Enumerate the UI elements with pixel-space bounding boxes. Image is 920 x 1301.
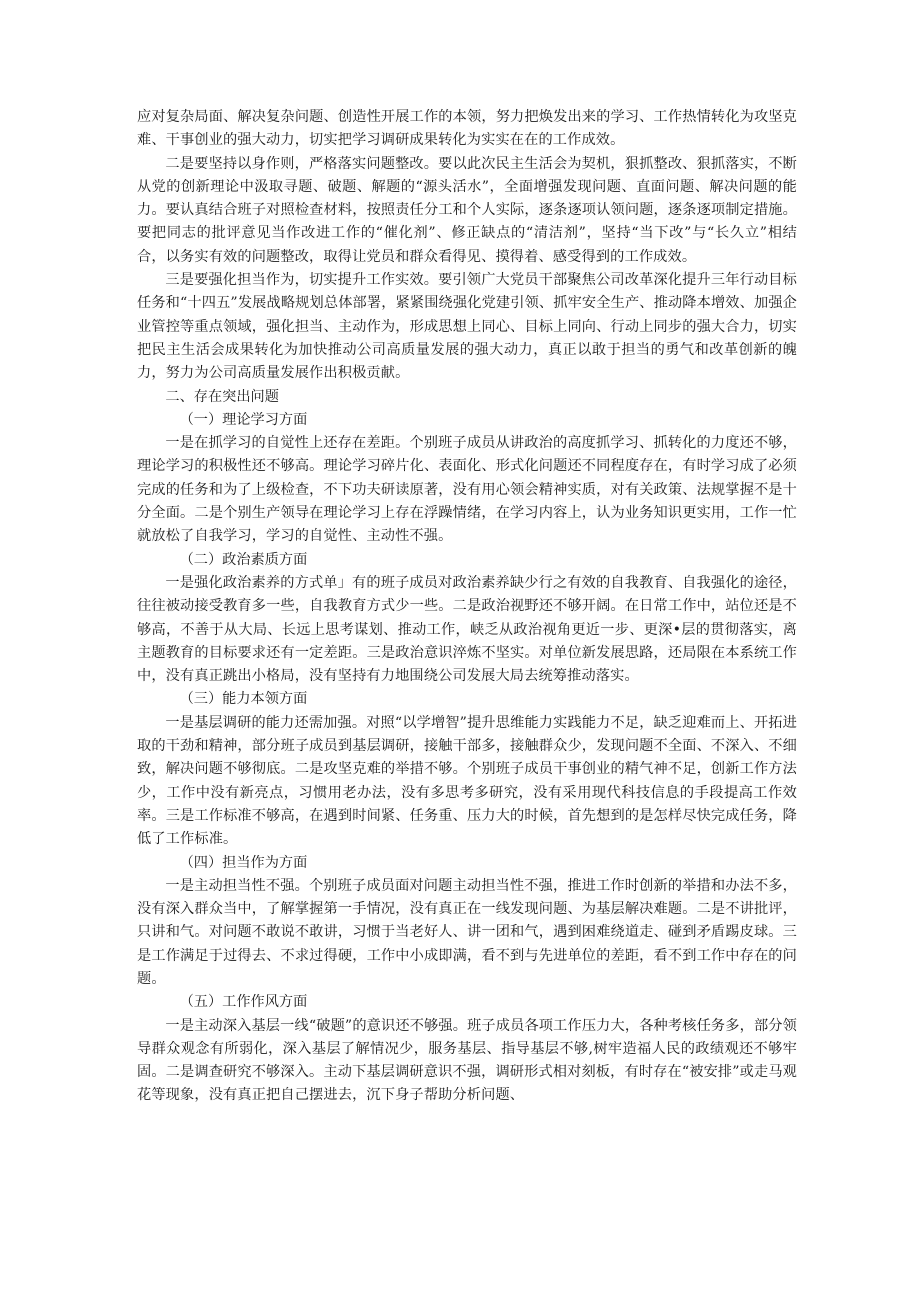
section-heading-problems: 二、存在突出问题	[165, 388, 279, 405]
paragraph-rectification: 二是要坚持以身作则，严格落实问题整改。要以此次民主生活会为契机，狠抓整改、狠抓落实，不断从党的创新理论中汲取寻题、破题、解题的“源头活水”，全面增强发现问题、直面问题、解决问题的能力。要认真结合班子对照检查材料，按照责任分工和个人实际，逐条逐项认领问题，逐条逐项制定措施。要把同志的批评意见当作改进工作的“催化剂”、修正缺点的“清洁剂”，坚持“当下改”与“长久立”相结合，以务实有效的问题整改，取得让党员和群众看得见、摸得着、感受得到的工作成效。	[137, 155, 797, 265]
document-page	[137, 106, 797, 1108]
paragraph-responsibility: 三是要强化担当作为，切实提升工作实效。要引领广大党员干部聚焦公司改革深化提升三年行动目标任务和“十四五”发展战略规划总体部署，紧紧围绕强化党建引领、抓牢安全生产、推动降本增效、加强企业管控等重点领域，强化担当、主动作为，形成思想上同心、目标上同向、行动上同步的强大合力，切实把民主生活会成果转化为加快推动公司高质量发展的强大动力，真正以敢于担当的勇气和改革创新的魄力，努力为公司高质量发展作出积极贡献。	[137, 272, 797, 382]
paragraph-ability: 一是基层调研的能力还需加强。对照“以学增智”提升思维能力实践能力不足，缺乏迎难而上、开拓进取的干劲和精神，部分班子成员到基层调研，接触干部多，接触群众少，发现问题不全面、不深入、不细致，解决问题不够彻底。二是攻坚克难的举措不够。个别班子成员干事创业的精气神不足，创新工作方法少，工作中没有新亮点，习惯用老办法，没有多思考多研究，没有采用现代科技信息的手段提高工作效率。三是工作标准不够高，在遇到时间紧、任务重、压力大的时候，首先想到的是怎样尽快完成任务，降低了工作标准。	[137, 714, 797, 848]
paragraph-work-style: 一是主动深入基层一线“破题”的意识还不够强。班子成员各项工作压力大，各种考核任务多，部分领导群众观念有所弱化，深入基层了解情况少，服务基层、指导基层不够,树牢造福人民的政绩观还不够牢固。二是调查研究不够深入。主动下基层调研意识不强，调研形式相对刻板，有时存在“被安排”或走马观花等现象，没有真正把自己摆进去，沉下身子帮助分析问题、	[137, 1017, 797, 1104]
paragraph-political: 一是强化政治素养的方式单」有的班子成员对政治素养缺少行之有效的自我教育、自我强化的途径，往往被动接受教育多一些，自我教育方式少一些。二是政治视野还不够开阔。在日常工作中，站位还是不够高，不善于从大局、长远上思考谋划、推动工作，峡乏从政治视角更近一步、更深•层的贯彻落实，离主题教育的目标要求还有一定差距。三是政治意识淬炼不坚实。对单位新发展思路，还局限在本系统工作中，没有真正跳出小格局，没有坚持有力地围绕公司发展大局去统筹推动落实。	[137, 574, 797, 685]
paragraph-theory: 一是在抓学习的自觉性上还存在差距。个别班子成员从讲政治的高度抓学习、抓转化的力度还不够，理论学习的积极性还不够高。理论学习碎片化、表面化、形式化问题还不同程度存在，有时学习成了必须完成的任务和为了上级检查，不下功夫研读原著，没有用心领会精神实质，对有关政策、法规掌握不是十分全面。二是个别生产领导在理论学习上存在浮躁情绪，在学习内容上，认为业务知识更实用，工作一忙就放松了自我学习，学习的自觉性、主动性不强。	[137, 435, 797, 545]
subsection-heading-political: （二）政治素质方面	[179, 551, 308, 568]
subsection-heading-work-style: （五）工作作风方面	[179, 994, 308, 1011]
paragraph-continuation: 应对复杂局面、解决复杂问题、创造性开展工作的本领，努力把焕发出来的学习、工作热情转化为攻坚克难、干事创业的强大动力，切实把学习调研成果转化为实实在在的工作成效。	[137, 109, 797, 149]
subsection-heading-responsibility: （四）担当作为方面	[179, 854, 308, 871]
subsection-heading-ability: （三）能力本领方面	[179, 691, 308, 708]
paragraph-responsibility-issues: 一是主动担当性不强。个别班子成员面对问题主动担当性不强，推进工作时创新的举措和办法不多，没有深入群众当中，了解掌握第一手情况，没有真正在一线发现问题、为基层解决难题。二是不讲批评，只讲和气。对问题不敢说不敢讲，习惯于当老好人、讲一团和气，遇到困难绕道走、碰到矛盾踢皮球。三是工作满足于过得去、不求过得硬，工作中小成即满，看不到与先进单位的差距，看不到工作中存在的问题。	[137, 877, 797, 987]
subsection-heading-theory: （一）理论学习方面	[179, 411, 308, 428]
